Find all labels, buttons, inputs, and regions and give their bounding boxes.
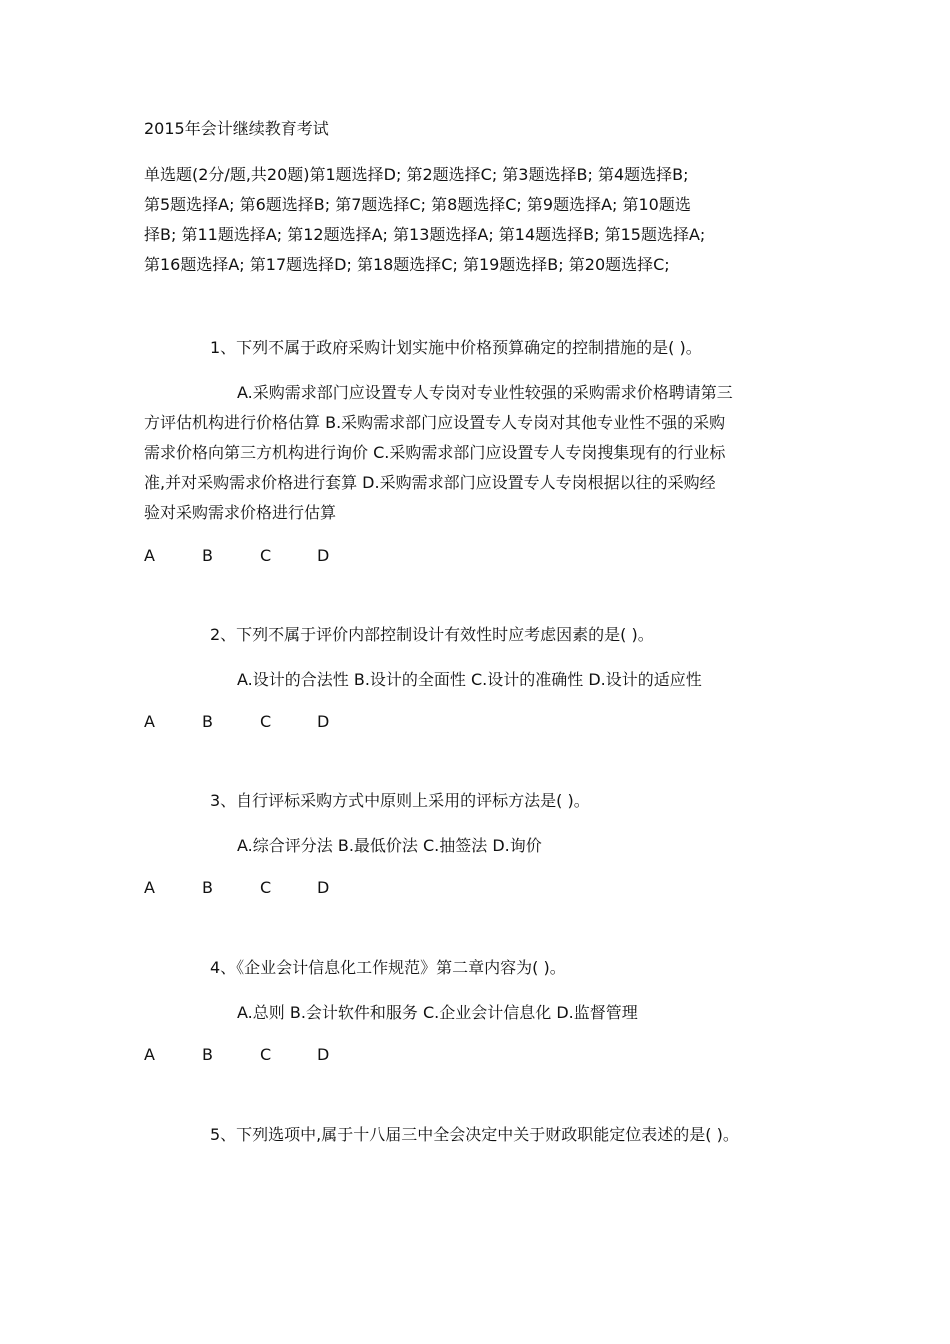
- choice-d: D: [317, 878, 330, 897]
- option-line: A.总则 B.会计软件和服务 C.企业会计信息化 D.监督管理: [237, 1003, 638, 1022]
- choice-d: D: [317, 712, 330, 731]
- question-3-options: [144, 831, 804, 861]
- choice-d: D: [317, 546, 330, 565]
- summary-line: 第5题选择A; 第6题选择B; 第7题选择C; 第8题选择C; 第9题选择A; 第10题选: [144, 195, 691, 214]
- document-title: 2015年会计继续教育考试: [144, 119, 329, 138]
- choice-a: A: [144, 712, 155, 731]
- option-line: 需求价格向第三方机构进行询价 C.采购需求部门应设置专人专岗搜集现有的行业标: [144, 443, 726, 462]
- question-2-choices: [144, 710, 404, 734]
- choice-a: A: [144, 878, 155, 897]
- option-line: A.综合评分法 B.最低价法 C.抽签法 D.询价: [237, 836, 542, 855]
- choice-c: C: [260, 712, 272, 731]
- choice-c: C: [260, 546, 272, 565]
- choice-a: A: [144, 1045, 155, 1064]
- summary-line: 第16题选择A; 第17题选择D; 第18题选择C; 第19题选择B; 第20题选择C;: [144, 255, 670, 274]
- question-4-options: [144, 998, 804, 1028]
- option-line: 验对采购需求价格进行估算: [144, 503, 337, 522]
- option-line: 准,并对采购需求价格进行套算 D.采购需求部门应设置专人专岗根据以往的采购经: [144, 473, 716, 492]
- choice-c: C: [260, 878, 272, 897]
- answer-summary: [144, 160, 844, 280]
- choice-b: B: [202, 546, 213, 565]
- question-1-choices: [144, 544, 404, 568]
- question-3-stem: 3、自行评标采购方式中原则上采用的评标方法是( )。: [210, 791, 590, 810]
- choice-b: B: [202, 878, 213, 897]
- question-1-options: [144, 378, 804, 528]
- question-4-choices: [144, 1043, 404, 1067]
- question-1-stem: 1、下列不属于政府采购计划实施中价格预算确定的控制措施的是( )。: [210, 338, 702, 357]
- question-2-stem: 2、下列不属于评价内部控制设计有效性时应考虑因素的是( )。: [210, 625, 654, 644]
- option-line: 方评估机构进行价格估算 B.采购需求部门应设置专人专岗对其他专业性不强的采购: [144, 413, 726, 432]
- option-line: A.设计的合法性 B.设计的全面性 C.设计的准确性 D.设计的适应性: [237, 670, 702, 689]
- choice-a: A: [144, 546, 155, 565]
- choice-d: D: [317, 1045, 330, 1064]
- option-line: A.采购需求部门应设置专人专岗对专业性较强的采购需求价格聘请第三: [237, 383, 733, 402]
- choice-b: B: [202, 1045, 213, 1064]
- question-3-choices: [144, 876, 404, 900]
- question-2-options: [144, 665, 804, 695]
- question-5-stem: 5、下列选项中,属于十八届三中全会决定中关于财政职能定位表述的是( )。: [210, 1125, 739, 1144]
- summary-line: 择B; 第11题选择A; 第12题选择A; 第13题选择A; 第14题选择B; 第15题选择A;: [144, 225, 706, 244]
- choice-b: B: [202, 712, 213, 731]
- summary-line: 单选题(2分/题,共20题)第1题选择D; 第2题选择C; 第3题选择B; 第4题选择B;: [144, 165, 689, 184]
- choice-c: C: [260, 1045, 272, 1064]
- question-4-stem: 4、《企业会计信息化工作规范》第二章内容为( )。: [210, 958, 566, 977]
